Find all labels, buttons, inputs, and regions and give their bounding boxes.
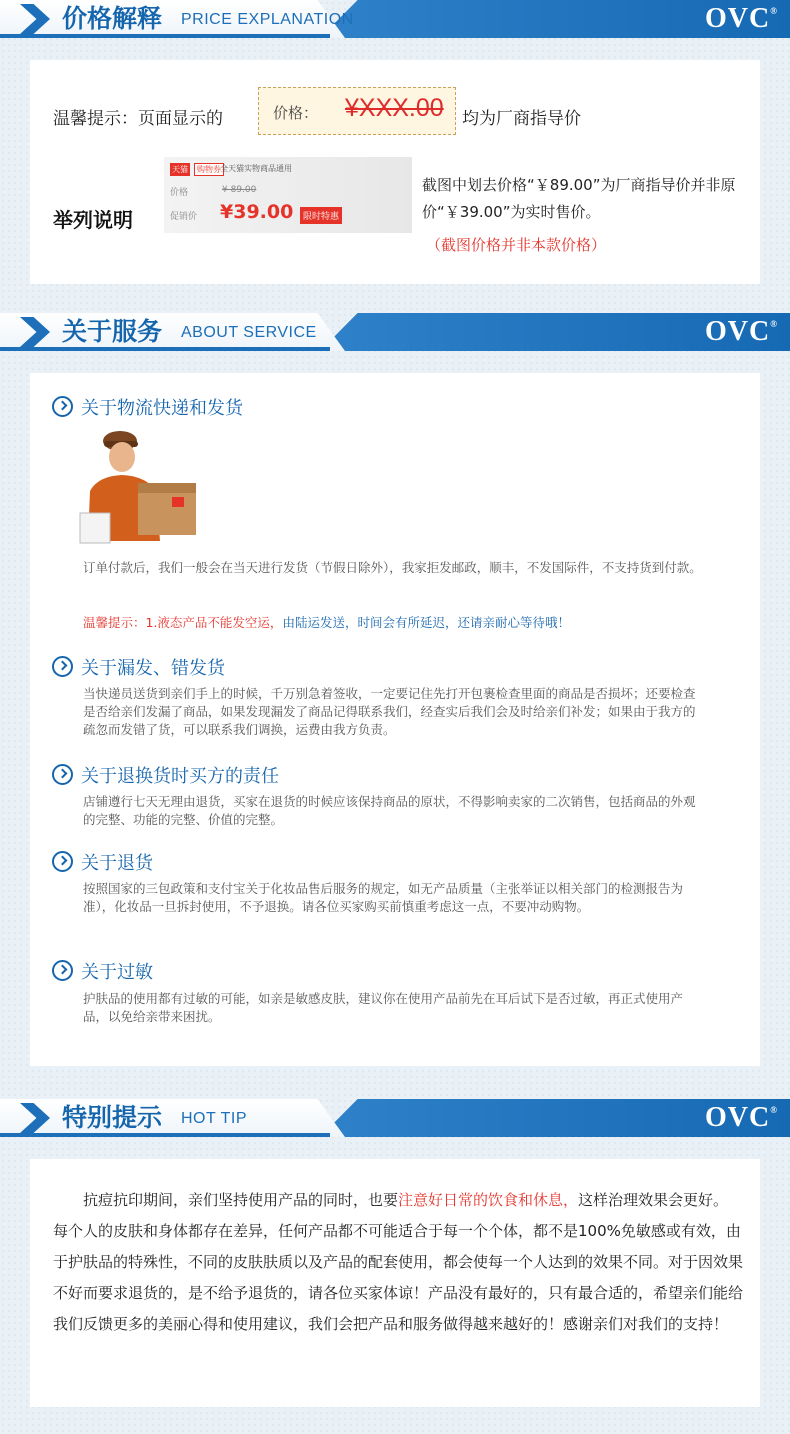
banner-underline: [0, 347, 330, 351]
shipping-warning: 温馨提示：1.液态产品不能发空运，由陆运发送，时间会有所延迟，还请亲耐心等待哦！: [83, 615, 570, 630]
sample-price-label: 价格：: [273, 104, 319, 122]
sample-price-box: [258, 87, 456, 135]
hot-tip-card: [30, 1159, 760, 1407]
price-explanation-banner: [0, 0, 790, 38]
section-heading-shipping: 关于物流快递和发货: [52, 393, 243, 420]
tmall-badge: 天猫: [172, 165, 188, 174]
banner-subtitle: PRICE EXPLANATION: [181, 11, 354, 28]
example-label: 举列说明: [53, 208, 133, 232]
screenshot-promo-price: ¥39.00: [220, 201, 294, 223]
shipping-text: 订单付款后，我们一般会在当天进行发货（节假日除外），我家拒发邮政，顺丰，不发国际件，不支持货到付款。: [83, 560, 702, 575]
about-service-banner: [0, 313, 790, 351]
arrow-circle-icon: [52, 396, 73, 417]
arrow-circle-icon: [52, 656, 73, 677]
price-explanation-text: 截图中划去价格“￥89.00”为厂商指导价并非原价“￥39.00”为实时售价。: [422, 176, 736, 221]
price-tip-suffix: 均为厂商指导价: [462, 109, 581, 129]
screenshot-promo-tag: 限时特惠: [300, 207, 342, 224]
about-service-card: [30, 373, 760, 1066]
buyer-responsibility-text: 店铺遵行七天无理由退货，买家在退货的时候应该保持商品的原状，不得影响卖家的二次销售，包括商品的外观的完整、功能的完整、价值的完整。: [83, 794, 696, 827]
price-tip-prefix: 温馨提示：页面显示的: [53, 109, 223, 129]
brand-logo: OVC®: [705, 316, 778, 347]
banner-white-band: [0, 1099, 345, 1137]
banner-title: 关于服务: [62, 317, 163, 346]
price-explanation-card: [30, 60, 760, 284]
section-heading-allergy: 关于过敏: [52, 957, 153, 984]
arrow-circle-icon: [52, 960, 73, 981]
hot-tip-banner: [0, 1099, 790, 1137]
price-screenshot: [164, 157, 412, 233]
section-heading-buyer-responsibility: 关于退换货时买方的责任: [52, 761, 279, 788]
screenshot-price-label: 价格: [170, 188, 189, 198]
allergy-text: 护肤品的使用都有过敏的可能，如亲是敏感皮肤，建议你在使用产品前先在耳后试下是否过敏，再正式使用产品，以免给亲带来困扰。: [83, 991, 684, 1024]
banner-title: 特别提示: [62, 1103, 163, 1132]
brand-logo: OVC®: [705, 1102, 778, 1133]
voucher-badge: 购物券: [194, 163, 224, 176]
sample-price-value: ¥XXX.00: [345, 94, 444, 122]
banner-subtitle: HOT TIP: [181, 1110, 248, 1127]
badge-text: 全天猫实物商品通用: [220, 164, 292, 173]
price-explanation-note: （截图价格并非本款价格）: [426, 236, 607, 254]
section-heading-missing-items: 关于漏发、错发货: [52, 653, 225, 680]
section-heading-returns: 关于退货: [52, 848, 153, 875]
missing-items-text: 当快递员送货到亲们手上的时候，千万别急着签收，一定要记住先打开包裹检查里面的商品是否损坏；还要检查是否给亲们发漏了商品，如果发现漏发了商品记得联系我们，经查实后我们会及时给亲们补发；如果由于我方的疏忽而发错了货，可以联系我们调换，运费由我方负责。: [83, 686, 696, 737]
banner-subtitle: ABOUT SERVICE: [181, 324, 317, 341]
screenshot-promo-label: 促销价: [170, 212, 198, 222]
brand-logo: OVC®: [705, 3, 778, 34]
returns-text: 按照国家的三包政策和支付宝关于化妆品售后服务的规定，如无产品质量（主张举证以相关部门的检测报告为准），化妆品一旦拆封使用，不予退换。请各位买家购买前慎重考虑这一点，不要冲动购物。: [83, 881, 684, 914]
hot-tip-text: 抗痘抗印期间，亲们坚持使用产品的同时，也要注意好日常的饮食和休息，这样治理效果会更好。每个人的皮肤和身体都存在差异，任何产品都不可能适合于每一个个体，都不是100%免敏感或有效，由于护肤品的特殊性，不同的皮肤肤质以及产品的配套使用，都会使每一个人达到的效果不同。对于因效果不好而要求退货的，是不给予退货的，请各位买家体谅！产品没有最好的，只有最合适的，希望亲们能给我们反馈更多的美丽心得和使用建议，我们会把产品和服务做得越来越好的！感谢亲们对我们的支持！: [53, 1191, 744, 1333]
arrow-circle-icon: [52, 851, 73, 872]
banner-underline: [0, 34, 330, 38]
arrow-circle-icon: [52, 764, 73, 785]
screenshot-old-price: ¥ 89.00: [222, 185, 257, 195]
courier-illustration: [68, 421, 210, 549]
banner-underline: [0, 1133, 330, 1137]
banner-title: 价格解释: [62, 4, 163, 33]
